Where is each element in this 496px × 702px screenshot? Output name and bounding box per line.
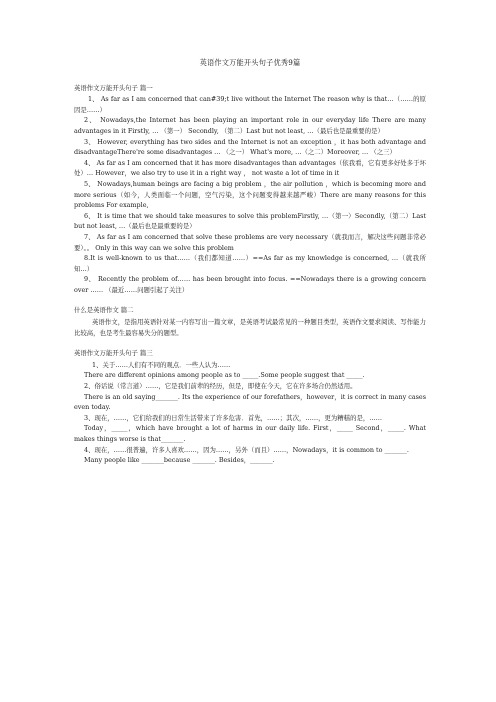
section-spacer <box>74 338 426 348</box>
section-spacer <box>74 295 426 305</box>
list-item: 5、 Nowadays,human beings are facing a big problem ，the air pollution ，which is becoming more and more serious（如今，人类面临一个问题，空气污染，这个问题变得越来越严峻）There are many reasons for this problems For example, <box>74 179 426 210</box>
list-item: 2、 Nowadays,the Internet has been playing an important role in our everyday life There are many advantages in it Firstly, … （第一） Secondly, （第二）Last but not least, …（最后也是最重要的是） <box>74 116 426 135</box>
list-item: 3、现在，……，它们给我们的日常生活带来了许多危害．首先，……；其次，……，更为糟糕的是，…… <box>84 413 383 422</box>
list-item: 9、 Recently the problem of…… has been brought into focus. ==Nowadays there is a growing concern over …… （最近……问题引起了关注） <box>74 275 426 294</box>
document-title: 英语作文万能开头句子优秀9篇 <box>199 58 301 67</box>
document-page <box>74 58 426 466</box>
section-heading: 什么是英语作文 篇二 <box>74 306 134 315</box>
list-item: Today，_____，which have brought a lot of harms in our daily life. First，_____ Second，_____. What makes things worse is that_______. <box>74 424 426 443</box>
list-item: 8.It is well-known to us that……（我们都知道……）==As far as my knowledge is concerned, …（就我所知…） <box>74 254 426 273</box>
list-item: There is an old saying_______. Its the experience of our forefathers，however，it is correct in many cases even today. <box>74 392 426 412</box>
list-item: 4、现在，……很普遍，许多人喜欢……，因为……，另外（而且）……，Nowadays，it is common to _______. <box>84 445 409 454</box>
list-item: 7、 As far as I am concerned that solve these problems are very necessary（就我而言，解决这些问题非常必要）。。 Only in this way can we solve this problem <box>74 232 426 252</box>
section-heading: 英语作文万能开头句子 篇三 <box>74 349 153 358</box>
list-item: 4、 As far as I am concerned that it has more disadvantages than advantages（依我看，它有更多好处多于坏处）… However，we also try to use it in a right way ， not waste a lot of time in it <box>74 158 426 178</box>
list-item: 3、 However, everything has two sides and the Internet is not an exception ，it has both advantage and disadvantageThere're some disadvantages … （之一） What's more, …（之二）Moreover, … （之三） <box>74 137 426 157</box>
paragraph: 英语作文，是指用英语针对某一内容写出一篇文章，是英语考试最常见的一种题目类型，英语作文要求阅读、写作能力比较高，也是考生最容易失分的题型。 <box>74 318 426 337</box>
section-heading: 英语作文万能开头句子 篇一 <box>74 83 153 92</box>
list-item: There are different opinions among people as to _____.Some people suggest that _____. <box>84 371 365 380</box>
list-item: 1、 As far as I am concerned that can#39;t live without the Internet The reason why is that…（……的原因是……） <box>74 95 426 114</box>
list-item: 6、 It is time that we should take measures to solve this problemFirstly, …（第一）Secondly,（第二）Last but not least, …（最后也是最重要的是） <box>74 211 426 231</box>
list-item: 2、俗话说（常言道）……，它是我们前辈的经历，但是，即使在今天，它在许多场合仍然适用。 <box>84 382 357 391</box>
list-item: 1、关于……人们有不同的观点．一些人认为…… <box>92 360 231 369</box>
list-item: Many people like _______because _______. Besides，_______. <box>84 456 275 465</box>
